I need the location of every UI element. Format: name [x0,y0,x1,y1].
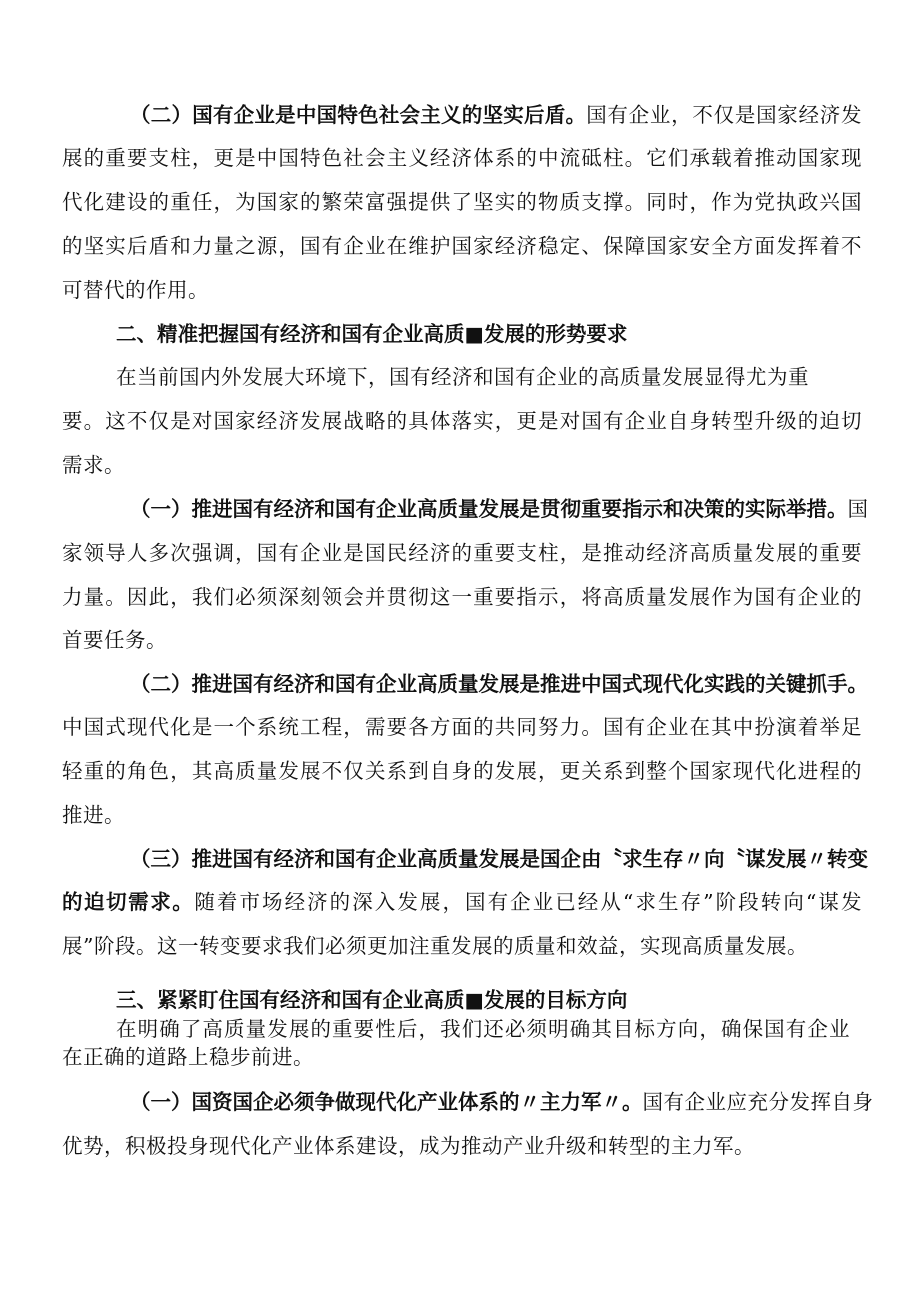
paragraph-line: 在当前国内外发展大环境下，国有经济和国有企业的高质量发展显得尤为重 [116,365,809,389]
paragraph-line: （一）国资国企必须争做现代化产业体系的〃主力军〃。国有企业应充分发挥自身 [130,1090,874,1114]
paragraph-line: 家领导人多次强调，国有企业是国民经济的重要支柱，是推动经济高质量发展的重要 [62,541,862,565]
subsection-title: （一）国资国企必须争做现代化产业体系的〃主力军〃。 [130,1090,643,1114]
paragraph-line: 轻重的角色，其高质量发展不仅关系到自身的发展，更关系到整个国家现代化进程的 [62,759,862,783]
paragraph-line: 推进。 [62,803,125,827]
paragraph-line: 在正确的道路上稳步前进。 [62,1045,314,1069]
subsection-title: （二）推进国有经济和国有企业高质量发展是推进中国式现代化实践的关键抓手。 [130,672,868,696]
section-heading: 二、精准把握国有经济和国有企业高质■发展的形势要求 [116,322,628,346]
section-heading: 三、紧紧盯住国有经济和国有企业高质■发展的目标方向 [116,988,628,1012]
paragraph-line: 需求。 [62,453,125,477]
subsection-title: （三）推进国有经济和国有企业高质量发展是国企由〝求生存〃向〝谋发展〃转变 [130,847,868,871]
paragraph-line: 展”阶段。这一转变要求我们必须更加注重发展的质量和效益，实现高质量发展。 [62,934,808,958]
paragraph-line: 要。这不仅是对国家经济发展战略的具体落实，更是对国有企业自身转型升级的迫切 [62,409,862,433]
paragraph-line: 首要任务。 [62,628,167,652]
paragraph-line: 优势，积极投身现代化产业体系建设，成为推动产业升级和转型的主力军。 [62,1134,755,1158]
paragraph-line: 力量。因此，我们必须深刻领会并贯彻这一重要指示，将高质量发展作为国有企业的 [62,585,862,609]
subsection-title-cont: 的迫切需求。 [62,890,195,914]
paragraph-line: 的迫切需求。随着市场经济的深入发展，国有企业已经从“求生存”阶段转向“谋发 [62,890,862,914]
paragraph-line: 中国式现代化是一个系统工程，需要各方面的共同努力。国有企业在其中扮演着举足 [62,715,862,739]
paragraph-line: 的坚实后盾和力量之源，国有企业在维护国家经济稳定、保障国家安全方面发挥着不 [62,234,862,258]
paragraph-line: 展的重要支柱，更是中国特色社会主义经济体系的中流砥柱。它们承载着推动国家现 [62,146,862,170]
paragraph-line: 代化建设的重任，为国家的繁荣富强提供了坚实的物质支撑。同时，作为党执政兴国 [62,190,862,214]
paragraph-line: 在明确了高质量发展的重要性后，我们还必须明确其目标方向，确保国有企业 [116,1017,850,1041]
subsection-title: （二）国有企业是中国特色社会主义的坚实后盾。 [130,103,587,127]
paragraph-line: 可替代的作用。 [62,278,209,302]
paragraph-line: （一）推进国有经济和国有企业高质量发展是贯彻重要指示和决策的实际举措。国 [130,497,869,521]
paragraph-line: （二）国有企业是中国特色社会主义的坚实后盾。国有企业，不仅是国家经济发 [130,103,863,127]
subsection-title: （一）推进国有经济和国有企业高质量发展是贯彻重要指示和决策的实际举措。 [130,497,848,521]
